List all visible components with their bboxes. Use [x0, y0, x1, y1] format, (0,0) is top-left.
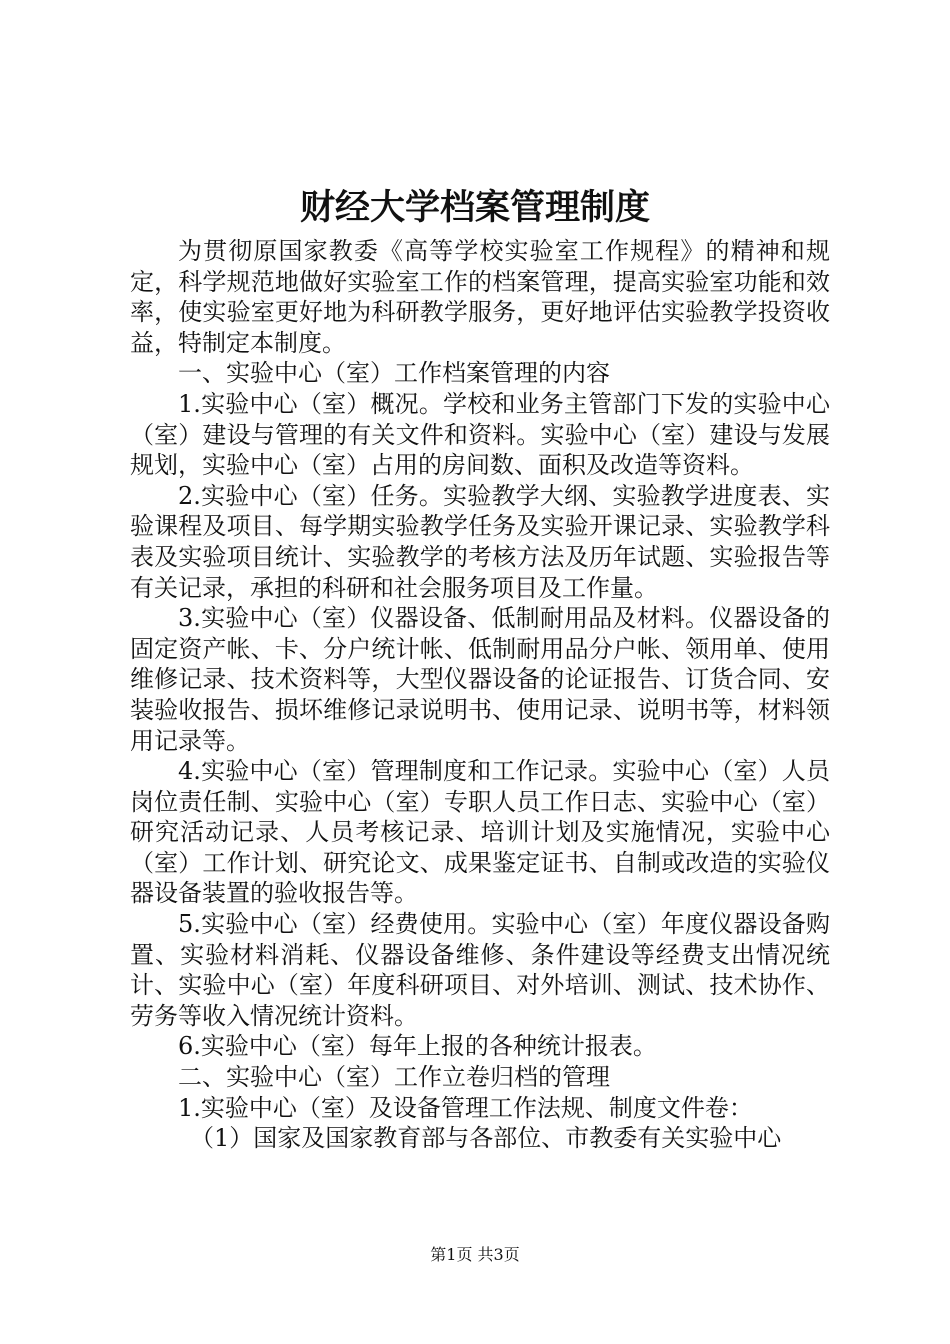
paragraph-item-4: 4.实验中心（室）管理制度和工作记录。实验中心（室）人员岗位责任制、实验中心（室）专职人员工作日志、实验中心（室）研究活动记录、人员考核记录、培训计划及实施情况，实验中心（室）工作计划、研究论文、成果鉴定证书、自制或改造的实验仪器设备装置的验收报告等。: [130, 757, 830, 908]
paragraph-item-6: 6.实验中心（室）每年上报的各种统计报表。: [178, 1032, 657, 1061]
section-heading-2: 二、实验中心（室）工作立卷归档的管理: [178, 1063, 610, 1092]
page-footer: 第1页 共3页: [430, 1245, 520, 1264]
paragraph-item-5: 5.实验中心（室）经费使用。实验中心（室）年度仪器设备购置、实验材料消耗、仪器设备维修、条件建设等经费支出情况统计、实验中心（室）年度科研项目、对外培训、测试、技术协作、劳务等收入情况统计资料。: [130, 910, 830, 1030]
paragraph-subitem-1-1: （1）国家及国家教育部与各部位、市教委有关实验中心: [190, 1124, 782, 1153]
section-heading-1: 一、实验中心（室）工作档案管理的内容: [178, 359, 610, 388]
paragraph-item-3: 3.实验中心（室）仪器设备、低制耐用品及材料。仪器设备的固定资产帐、卡、分户统计帐、低制耐用品分户帐、领用单、使用维修记录、技术资料等，大型仪器设备的论证报告、订货合同、安装验收报告、损坏维修记录说明书、使用记录、说明书等，材料领用记录等。: [130, 604, 830, 755]
paragraph-item-1: 1.实验中心（室）概况。学校和业务主管部门下发的实验中心（室）建设与管理的有关文件和资料。实验中心（室）建设与发展规划，实验中心（室）占用的房间数、面积及改造等资料。: [130, 389, 830, 480]
document-title: 财经大学档案管理制度: [299, 187, 650, 228]
paragraph-subitem-1: 1.实验中心（室）及设备管理工作法规、制度文件卷：: [178, 1093, 753, 1122]
paragraph-intro: 为贯彻原国家教委《高等学校实验室工作规程》的精神和规定，科学规范地做好实验室工作的档案管理，提高实验室功能和效率，使实验室更好地为科研教学服务，更好地评估实验教学投资收益，特制定本制度。: [130, 237, 830, 357]
paragraph-item-2: 2.实验中心（室）任务。实验教学大纲、实验教学进度表、实验课程及项目、每学期实验教学任务及实验开课记录、实验教学科表及实验项目统计、实验教学的考核方法及历年试题、实验报告等有关记录，承担的科研和社会服务项目及工作量。: [130, 481, 830, 602]
document-body: [130, 236, 830, 1154]
